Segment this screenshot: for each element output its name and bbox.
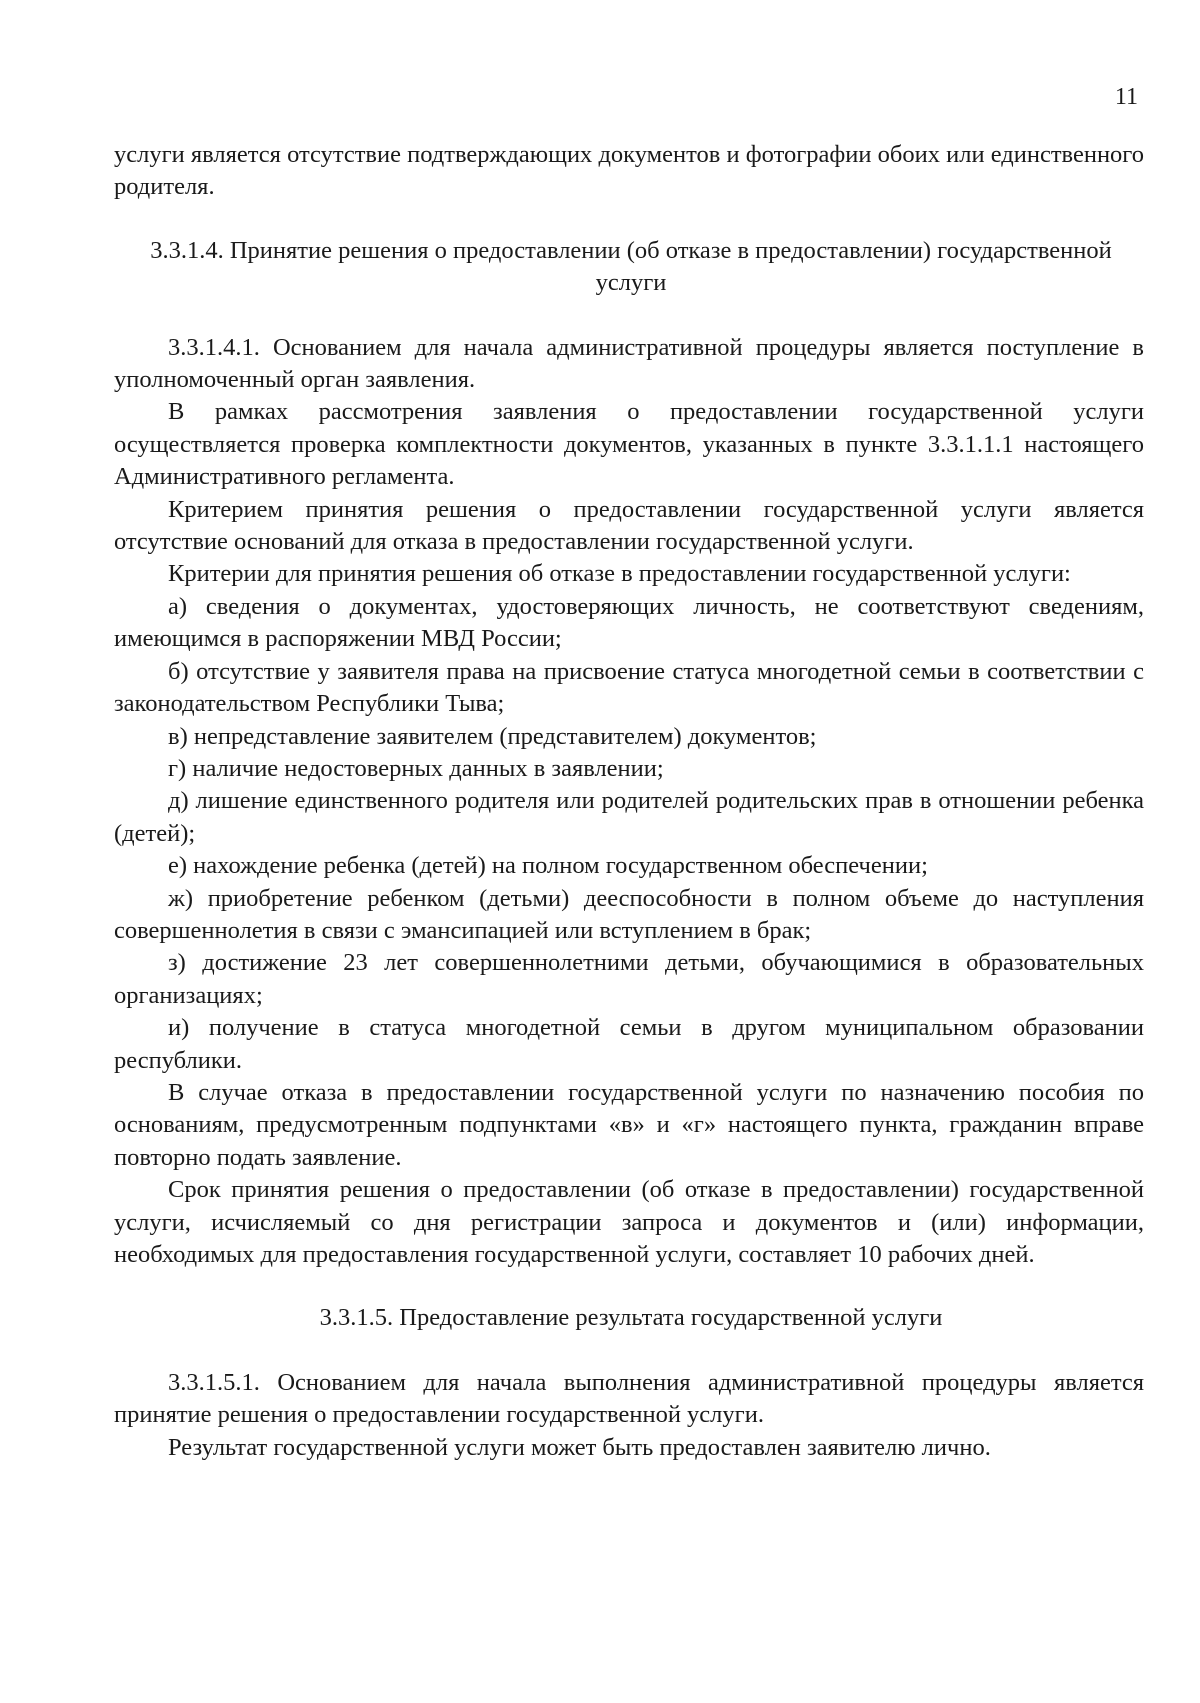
document-body	[114, 139, 1144, 1464]
list-item-b: б) отсутствие у заявителя права на присвоение статуса многодетной семьи в соответствии с законодательством Республики Тыва;	[114, 657, 1144, 718]
section-heading-3-3-1-5: 3.3.1.5. Предоставление результата государственной услуги	[319, 1304, 943, 1332]
paragraph-review: В рамках рассмотрения заявления о предоставлении государственной услуги осуществляется проверка комплектности документов, указанных в пункте 3.3.1.1.1 настоящего Административного регламента.	[114, 398, 1144, 491]
paragraph-3-3-1-5-1: 3.3.1.5.1. Основанием для начала выполнения административной процедуры является принятие решения о предоставлении государственной услуги.	[114, 1368, 1144, 1429]
page-number: 11	[1114, 84, 1138, 110]
list-item-v: в) непредставление заявителем (представителем) документов;	[168, 722, 817, 750]
list-item-g: г) наличие недостоверных данных в заявлении;	[168, 754, 664, 782]
section-heading-3-3-1-4: 3.3.1.4. Принятие решения о предоставлении (об отказе в предоставлении) государственной услуги	[150, 236, 1112, 297]
paragraph-criterion: Критерием принятия решения о предоставлении государственной услуги является отсутствие оснований для отказа в предоставлении государственной услуги.	[114, 495, 1144, 556]
paragraph-3-3-1-4-1: 3.3.1.4.1. Основанием для начала административной процедуры является поступление в уполномоченный орган заявления.	[114, 333, 1144, 394]
list-item-z: з) достижение 23 лет совершеннолетними детьми, обучающимися в образовательных организациях;	[114, 949, 1144, 1009]
list-item-a: а) сведения о документах, удостоверяющих личность, не соответствуют сведениям, имеющимся в распоряжении МВД России;	[114, 592, 1144, 653]
list-item-zh: ж) приобретение ребенком (детьми) дееспособности в полном объеме до наступления совершеннолетия в связи с эмансипацией или вступлением в брак;	[114, 884, 1144, 944]
paragraph-term: Срок принятия решения о предоставлении (об отказе в предоставлении) государственной услуги, исчисляемый со дня регистрации запроса и документов и (или) информации, необходимых для предоставления государственной услуги, составляет 10 рабочих дней.	[114, 1176, 1144, 1268]
list-item-d: д) лишение единственного родителя или родителей родительских прав в отношении ребенка (детей);	[114, 787, 1144, 847]
paragraph-result: Результат государственной услуги может быть предоставлен заявителю лично.	[168, 1433, 991, 1461]
paragraph-refusal-case: В случае отказа в предоставлении государственной услуги по назначению пособия по основаниям, предусмотренным подпунктами «в» и «г» настоящего пункта, гражданин вправе повторно подать заявление.	[114, 1078, 1144, 1171]
paragraph-criteria-refusal: Критерии для принятия решения об отказе в предоставлении государственной услуги:	[168, 560, 1071, 588]
list-item-e: е) нахождение ребенка (детей) на полном государственном обеспечении;	[168, 852, 928, 880]
paragraph-intro: услуги является отсутствие подтверждающих документов и фотографии обоих или единственного родителя.	[114, 141, 1144, 201]
list-item-i: и) получение в статуса многодетной семьи в другом муниципальном образовании республики.	[114, 1014, 1144, 1074]
